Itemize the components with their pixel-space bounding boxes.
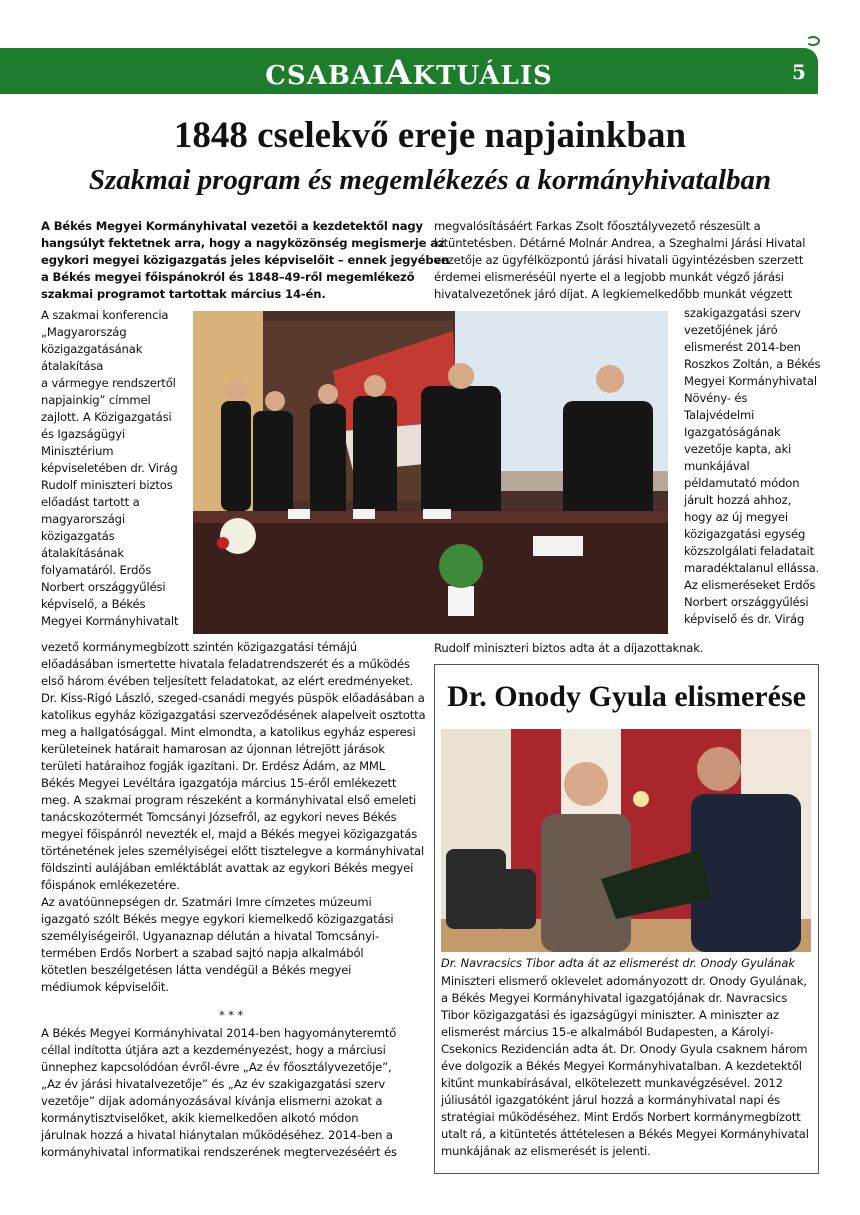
left-narrow-column: [41, 307, 178, 630]
text-line: a Békés Megyei Kormányhivatal igazgatójának dr. Navracsics: [441, 991, 788, 1005]
sidebar-body: [441, 973, 809, 1160]
text-line: Miniszteri elismerő oklevelet adományozott dr. Onody Gyulának,: [441, 974, 807, 988]
text-line: járult hozzá ahhoz,: [684, 493, 792, 507]
text-line: „Az év járási hivatalvezetője” és „Az év szakigazgatási szerv: [41, 1077, 386, 1091]
text-line: vezető kormánymegbízott szintén közigazgatási témájú: [41, 640, 357, 654]
lead-line: A Békés Megyei Kormányhivatal vezetői a kezdetektől nagy: [41, 219, 423, 233]
text-line: előadást tartott a: [41, 495, 140, 509]
text-line: „Magyarország: [41, 325, 127, 339]
text-line: főispánok emlékezetére.: [41, 878, 180, 892]
text-line: Tibor közigazgatási és igazságügyi miniszter. A miniszter az: [441, 1008, 779, 1022]
text-line: személyiségeiről. Ugyanaznap délután a hivatal Tomcsányi-: [41, 929, 379, 943]
text-line: meg a hallgatósággal. Mint elmondta, a katolikus egyház esperesi: [41, 725, 416, 739]
text-line: katolikus egyház közigazgatási szerveződésének alapelveit osztotta: [41, 708, 426, 722]
text-line: Norbert országgyűlési: [41, 580, 166, 594]
text-line: munkájával: [684, 459, 750, 473]
right-closing-line: [434, 640, 703, 657]
text-line: közszolgálati feladatait: [684, 544, 814, 558]
text-line: napjainkig” címmel: [41, 393, 151, 407]
text-line: kormányhivatal informatikai rendszerének megtervezéséért és: [41, 1145, 397, 1159]
swirl-icon: [806, 36, 820, 46]
text-line: munkájának az elismerését is jelenti.: [441, 1144, 651, 1158]
text-line: Roszkos Zoltán, a Békés: [684, 357, 821, 371]
text-line: hogy az új megyei: [684, 510, 788, 524]
text-line: megvalósításáért Farkas Zsolt főosztályvezető részesült a: [434, 219, 761, 233]
text-line: céllal indította útjára azt a kezdeményezést, hogy a márciusi: [41, 1043, 386, 1057]
text-line: érdemei elismeréséül nyerte el a legjobb munkát végző járási: [434, 270, 784, 284]
text-line: maradéktalanul ellássa.: [684, 561, 820, 575]
text-line: utalt rá, a kitüntetés áttételesen a Békés Megyei Kormányhivatal: [441, 1127, 809, 1141]
page-number: 5: [792, 60, 806, 84]
text-line: a vármegye rendszertől: [41, 376, 176, 390]
lead-line: a Békés megyei főispánokról és 1848–49-ről megemlékező: [41, 270, 415, 284]
text-line: Megyei Kormányhivatalt: [41, 614, 179, 628]
text-line: Rudolf miniszteri biztos adta át a díjazottaknak.: [434, 641, 704, 655]
text-line: és Igazságügyi: [41, 427, 126, 441]
text-line: járulnak hozzá a hivatal hiánytalan működéséhez. 2014-ben a: [41, 1128, 393, 1142]
award-ceremony-photo: [441, 729, 811, 952]
text-line: átalakításának: [41, 546, 124, 560]
left-body-column: [41, 639, 426, 996]
text-line: Békés Megyei Levéltára igazgatója március 15-éről emlékezett: [41, 776, 397, 790]
text-line: Növény- és: [684, 391, 748, 405]
text-line: médiumok képviselőit.: [41, 980, 169, 994]
text-line: Az avatóünnepségen dr. Szatmári Imre címzetes múzeumi: [41, 895, 372, 909]
conference-photo-icon: [193, 311, 668, 634]
text-line: termében Erdős Norbert a szabad sajtó napja alkalmából: [41, 946, 364, 960]
text-line: júliusától igazgatóként járul hozzá a kormányhivatal napi és: [441, 1093, 781, 1107]
text-line: első három évében teljesített feladatokat, az elért eredményeket.: [41, 674, 414, 688]
text-line: előadásában ismertette hivatala feladatrendszerét és a működés: [41, 657, 410, 671]
text-line: igazgató szólt Békés megye egykori kiemelkedő közigazgatási: [41, 912, 394, 926]
brand-small: CSABAI: [265, 61, 386, 91]
text-line: A szakmai konferencia: [41, 308, 169, 322]
sidebar-title: Dr. Onody Gyula elismerése: [447, 680, 806, 713]
text-line: vezetője kapta, aki: [684, 442, 792, 456]
text-line: példamutató módon: [684, 476, 800, 490]
text-line: Rudolf miniszteri biztos: [41, 478, 173, 492]
text-line: kitűnt munkabírásával, elkötelezett munkavégzésével. 2012: [441, 1076, 783, 1090]
text-line: elismerést március 15-e alkalmából Budapesten, a Károlyi-: [441, 1025, 774, 1039]
right-narrow-column: [684, 305, 820, 628]
text-line: vezetője az ügyfélközpontú járási hivatali ügyintézésben szerzett: [434, 253, 804, 267]
brand-cap: A: [385, 53, 413, 93]
text-line: A Békés Megyei Kormányhivatal 2014-ben hagyományteremtő: [41, 1026, 397, 1040]
text-line: zajlott. A Közigazgatási: [41, 410, 172, 424]
text-line: Megyei Kormányhivatal: [684, 374, 817, 388]
photo-caption: Dr. Navracsics Tibor adta át az elismerést dr. Onody Gyulának: [441, 956, 795, 970]
brand-rest: KTUÁLIS: [412, 61, 553, 91]
text-line: kötetlen beszélgetésen látta vendégül a Békés megyei: [41, 963, 352, 977]
text-line: közigazgatási egység: [684, 527, 806, 541]
conference-photo: [193, 311, 668, 634]
text-line: kormánytisztviselőket, akik kiemelkedően alkotó módon: [41, 1111, 359, 1125]
lead-paragraph: [41, 218, 449, 303]
text-line: képviseletében dr. Virág: [41, 461, 178, 475]
magazine-title: [0, 53, 818, 93]
text-line: kitüntetésben. Détárné Molnár Andrea, a Szeghalmi Járási Hivatal: [434, 236, 806, 250]
text-line: tanácskozótermét Tomcsányi Józsefről, az egykori neves Békés: [41, 810, 397, 824]
text-line: átalakítása: [41, 359, 104, 373]
text-line: meg. A szakmai program részeként a kormányhivatal első emeleti: [41, 793, 417, 807]
text-line: ünnephez kapcsolódóan évről-évre „Az év főosztályvezetője”,: [41, 1060, 392, 1074]
lead-line: szakmai programot tartottak március 14-én.: [41, 287, 326, 301]
lead-line: hangsúlyt fektetnek arra, hogy a nagyközönség megismerje az: [41, 236, 445, 250]
text-line: Talajvédelmi: [684, 408, 755, 422]
article-title: 1848 cselekvő ereje napjainkban: [173, 115, 687, 156]
text-line: stratégiai működéséhez. Mint Erdős Norbert kormánymegbízott: [441, 1110, 801, 1124]
text-line: közigazgatás: [41, 529, 115, 543]
text-line: éve dolgozik a Békés Megyei Kormányhivatalban. A kezdetektől: [441, 1059, 802, 1073]
text-line: területi határaihoz fogják igazítani. Dr. Erdész Ádám, az MML: [41, 759, 386, 773]
text-line: megyei főispánról nevezték el, majd a Békés megyei közigazgatás: [41, 827, 418, 841]
text-line: Az elismeréseket Erdős: [684, 578, 816, 592]
left-bottom-column: [41, 1025, 397, 1161]
right-top-column: [434, 218, 805, 303]
article-subtitle: Szakmai program és megemlékezés a kormányhivatalban: [88, 164, 772, 196]
text-line: Dr. Kiss-Rigó László, szeged-csanádi megyés püspök előadásában a: [41, 691, 425, 705]
text-line: Minisztérium: [41, 444, 114, 458]
text-line: földszinti aulájában emléktáblát avattak az egykori Békés megyei: [41, 861, 414, 875]
text-line: képviselő és dr. Virág: [684, 612, 805, 626]
text-line: történetének jeles személyiségei előtt tisztelegve a kormányhivatal: [41, 844, 425, 858]
text-line: képviselő, a Békés: [41, 597, 146, 611]
lead-line: egykori megyei közigazgatás jeles képviselőit – ennek jegyében: [41, 253, 450, 267]
text-line: Csekonics Rezidencián adta át. Dr. Onody Gyula csaknem három: [441, 1042, 808, 1056]
text-line: folyamatáról. Erdős: [41, 563, 152, 577]
text-line: kerületeinek határait hamarosan az újonnan létrejött járások: [41, 742, 385, 756]
text-line: közigazgatásának: [41, 342, 143, 356]
section-separator: * * *: [218, 1008, 243, 1022]
text-line: vezetőjének járó: [684, 323, 778, 337]
text-line: magyarországi: [41, 512, 125, 526]
text-line: elismerést 2014-ben: [684, 340, 801, 354]
text-line: hivatalvezetőnek járó díjat. A legkiemelkedőbb munkát végzett: [434, 287, 793, 301]
text-line: szakigazgatási szerv: [684, 306, 801, 320]
text-line: Igazgatóságának: [684, 425, 781, 439]
text-line: Norbert országgyűlési: [684, 595, 809, 609]
text-line: vezetője” díjak adományozásával kívánja elismerni azokat a: [41, 1094, 383, 1108]
award-photo-icon: [441, 729, 811, 952]
